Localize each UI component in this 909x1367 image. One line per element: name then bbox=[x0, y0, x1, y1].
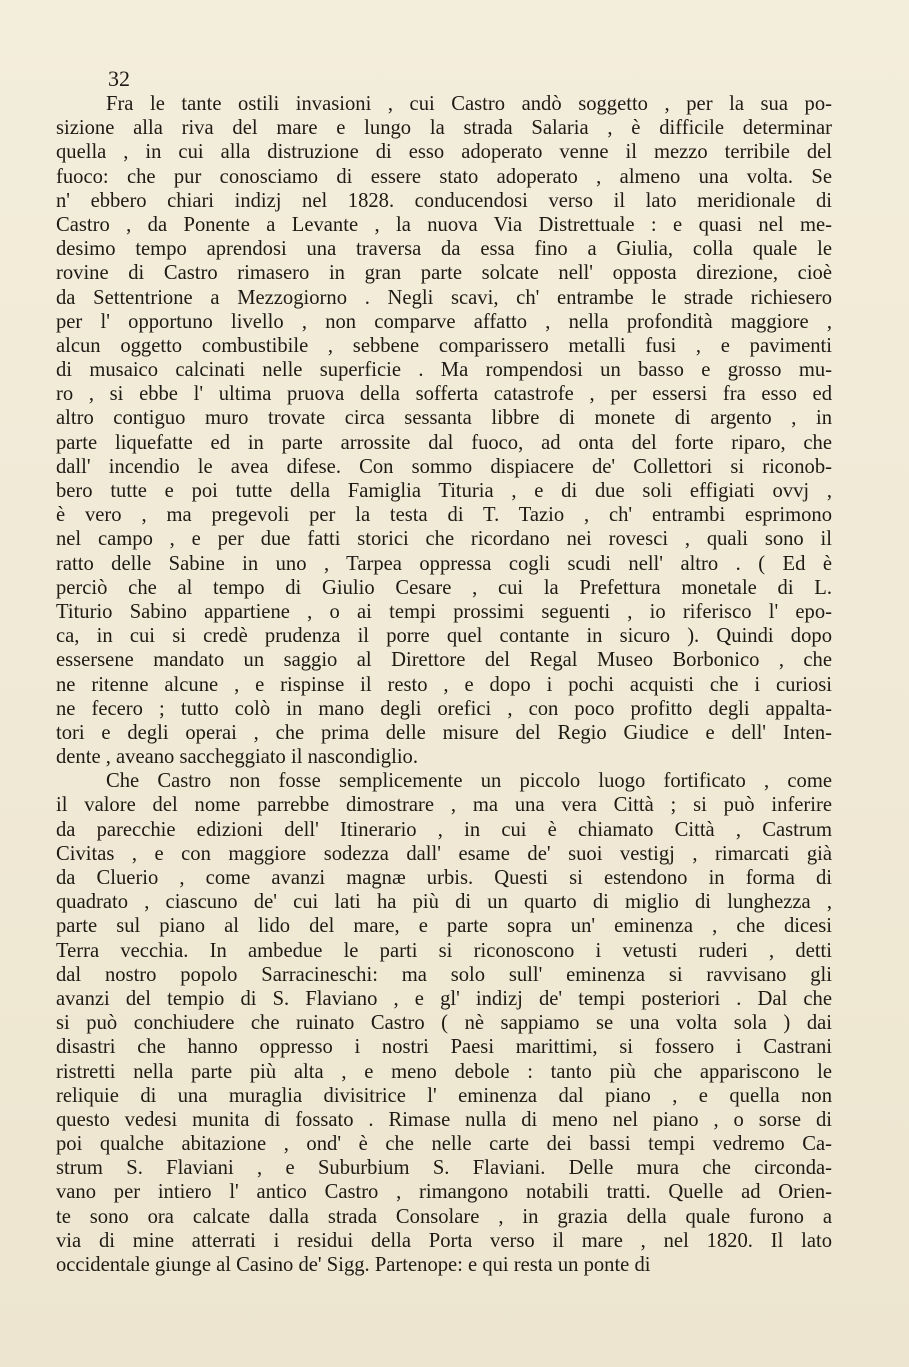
text-line: Castro , da Ponente a Levante , la nuova Via Distrettuale : e quasi nel me- bbox=[56, 213, 832, 236]
page-number: 32 bbox=[108, 66, 130, 91]
text-line: ne ritenne alcune , e rispinse il resto , e dopo i pochi acquisti che i curiosi bbox=[56, 673, 832, 696]
text-line: occidentale giunge al Casino de' Sigg. Partenope: e qui resta un ponte di bbox=[56, 1254, 651, 1276]
text-line: strum S. Flaviani , e Suburbium S. Flaviani. Delle mura che circonda- bbox=[56, 1157, 832, 1180]
text-line: da parecchie edizioni dell' Itinerario , in cui è chiamato Città , Castrum bbox=[56, 818, 832, 841]
text-line: te sono ora calcate dalla strada Consolare , in grazia della quale furono a bbox=[56, 1205, 832, 1228]
text-line: Che Castro non fosse semplicemente un piccolo luogo fortificato , come bbox=[106, 770, 832, 793]
text-line: di musaico calcinati nelle superficie . Ma rompendosi un basso e grosso mu- bbox=[56, 359, 832, 382]
text-line: tori e degli operai , che prima delle misure del Regio Giudice e dell' Inten- bbox=[56, 721, 832, 744]
text-line: da Settentrione a Mezzogiorno . Negli scavi, ch' entrambe le strade richiesero bbox=[56, 286, 832, 309]
text-line: avanzi del tempio di S. Flaviano , e gl' indizj de' tempi posteriori . Dal che bbox=[56, 987, 832, 1010]
text-line: vano per intiero l' antico Castro , rimangono notabili tratti. Quelle ad Orien- bbox=[56, 1181, 832, 1204]
text-line: Fra le tante ostili invasioni , cui Castro andò soggetto , per la sua po- bbox=[106, 93, 832, 115]
text-line: nel campo , e per due fatti storici che ricordano nei rovesci , quali sono il bbox=[56, 528, 832, 551]
text-line: rovine di Castro rimasero in gran parte solcate nell' opposta direzione, cioè bbox=[56, 262, 832, 285]
text-line: poi qualche abitazione , ond' è che nelle carte dei bassi tempi vedremo Ca- bbox=[56, 1133, 832, 1156]
text-line: via di mine atterrati i residui della Porta verso il mare , nel 1820. Il lato bbox=[56, 1229, 832, 1252]
text-line: alcun oggetto combustibile , sebbene comparissero metalli fusi , e pavimenti bbox=[56, 334, 832, 357]
paragraph-2 bbox=[56, 769, 832, 1277]
text-line: sizione alla riva del mare e lungo la strada Salaria , è difficile determinar bbox=[56, 117, 832, 140]
text-line: dall' incendio le avea difese. Con sommo dispiacere de' Collettori si riconob- bbox=[56, 455, 832, 478]
text-line: il valore del nome parrebbe dimostrare , ma una vera Città ; si può inferire bbox=[56, 794, 832, 817]
text-line: questo vedesi munita di fossato . Rimase nulla di meno nel piano , o sorse di bbox=[56, 1108, 832, 1131]
text-line: dente , aveano saccheggiato il nascondiglio. bbox=[56, 746, 418, 769]
text-line: per l' opportuno livello , non comparve affatto , nella profondità maggiore , bbox=[56, 310, 832, 333]
text-line: essersene mandato un saggio al Direttore del Regal Museo Borbonico , che bbox=[56, 649, 832, 672]
text-line: fuoco: che pur conosciamo di essere stato adoperato , almeno una volta. Se bbox=[56, 165, 832, 188]
text-line: desimo tempo aprendosi una traversa da essa fino a Giulia, colla quale le bbox=[56, 238, 832, 261]
text-line: ca, in cui si credè prudenza il porre quel contante in sicuro ). Quindi dopo bbox=[56, 625, 832, 648]
text-line: ristretti nella parte più alta , e meno debole : tanto più che appariscono le bbox=[56, 1060, 832, 1083]
text-line: quella , in cui alla distruzione di esso adoperato venne il mezzo terribile del bbox=[56, 141, 832, 164]
text-line: parte sul piano al lido del mare, e parte sopra un' eminenza , che dicesi bbox=[56, 915, 832, 938]
text-line: quadrato , ciascuno de' cui lati ha più di un quarto di miglio di lunghezza , bbox=[56, 891, 832, 914]
text-line: si può conchiudere che ruinato Castro ( nè sappiamo se una volta sola ) dai bbox=[56, 1012, 832, 1035]
text-line: parte liquefatte ed in parte arrossite dal fuoco, ad onta del forte riparo, che bbox=[56, 431, 832, 454]
text-line: disastri che hanno oppresso i nostri Paesi marittimi, si fossero i Castrani bbox=[56, 1036, 832, 1059]
text-line: reliquie di una muraglia divisitrice l' eminenza dal piano , e quella non bbox=[56, 1084, 832, 1107]
text-line: Terra vecchia. In ambedue le parti si riconoscono i vetusti ruderi , detti bbox=[56, 939, 832, 962]
text-line: dal nostro popolo Sarracineschi: ma solo sull' eminenza si ravvisano gli bbox=[56, 963, 832, 986]
text-line: n' ebbero chiari indizj nel 1828. conducendosi verso il lato meridionale di bbox=[56, 189, 832, 212]
text-line: da Cluerio , come avanzi magnæ urbis. Questi si estendono in forma di bbox=[56, 867, 832, 889]
text-line: altro contiguo muro trovate circa sessanta libbre di monete di argento , in bbox=[56, 407, 832, 430]
text-line: Titurio Sabino appartiene , o ai tempi prossimi seguenti , io riferisco l' epo- bbox=[56, 600, 832, 623]
text-line: perciò che al tempo di Giulio Cesare , cui la Prefettura monetale di L. bbox=[56, 576, 832, 599]
text-line: è vero , ma pregevoli per la testa di T. Tazio , ch' entrambi esprimono bbox=[56, 504, 832, 527]
text-line: ne fecero ; tutto colò in mano degli orefici , con poco profitto degli appalta- bbox=[56, 697, 832, 720]
text-line: bero tutte e poi tutte della Famiglia Tituria , e di due soli effigiati ovvj , bbox=[56, 480, 832, 502]
text-line: Civitas , e con maggiore sodezza dall' esame de' suoi vestigj , rimarcati già bbox=[56, 842, 832, 865]
paragraph-1 bbox=[56, 92, 832, 769]
text-line: ro , si ebbe l' ultima pruova della sofferta catastrofe , per essersi fra esso ed bbox=[56, 383, 832, 406]
body-text bbox=[56, 92, 832, 1277]
text-line: ratto delle Sabine in uno , Tarpea oppressa cogli scudi nell' altro . ( Ed è bbox=[56, 552, 832, 575]
